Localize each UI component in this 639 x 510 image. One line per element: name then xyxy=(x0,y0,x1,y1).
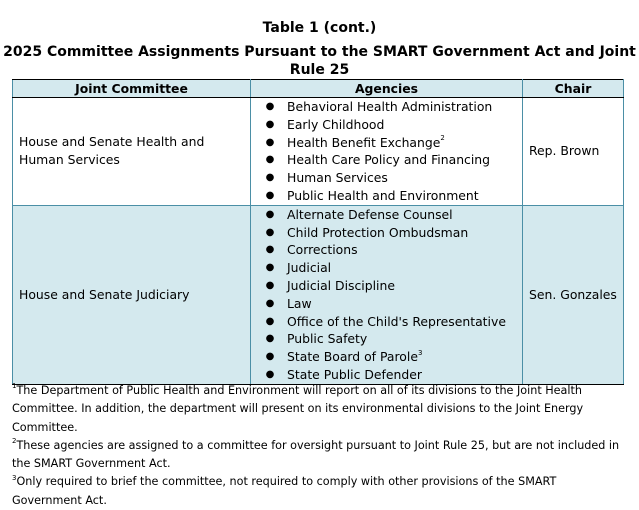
committee-cell: House and Senate Health and Human Services xyxy=(13,98,251,206)
agency-name: Law xyxy=(287,295,312,311)
agency-name: Alternate Defense Counsel xyxy=(287,206,453,222)
agency-item xyxy=(257,348,516,366)
bullet-icon: ● xyxy=(265,244,275,256)
agency-name: Health Care Policy and Financing xyxy=(287,152,491,168)
footnotes xyxy=(12,382,627,510)
agency-list xyxy=(257,206,516,384)
agency-item xyxy=(257,98,516,116)
agency-name: State Public Defender xyxy=(287,366,422,382)
bullet-icon: ● xyxy=(265,297,275,309)
header-joint-committee: Joint Committee xyxy=(13,80,251,98)
footnote-marker: 3 xyxy=(12,473,17,482)
table-caption: Table 1 (cont.) xyxy=(262,20,377,36)
table-row xyxy=(13,205,624,384)
agency-name: Early Childhood xyxy=(287,116,385,132)
agency-item xyxy=(257,277,516,295)
header-agencies: Agencies xyxy=(251,80,523,98)
bullet-icon: ● xyxy=(265,101,275,112)
bullet-icon: ● xyxy=(265,154,275,166)
bullet-icon: ● xyxy=(265,351,275,363)
footnote-text: Only required to brief the committee, not required to comply with other provisions of the SMART Government Act. xyxy=(12,475,557,507)
agency-name: Public Safety xyxy=(287,331,368,347)
bullet-icon: ● xyxy=(265,262,275,274)
agency-name: Behavioral Health Administration xyxy=(287,99,493,114)
bullet-icon: ● xyxy=(265,208,275,220)
agency-item xyxy=(257,259,516,277)
agency-item xyxy=(257,116,516,134)
agency-name: Human Services xyxy=(287,170,388,186)
footnote xyxy=(12,473,627,510)
bullet-icon: ● xyxy=(265,279,275,291)
agency-item xyxy=(257,313,516,331)
table-header-row xyxy=(13,80,624,98)
footnote-marker: 2 xyxy=(12,437,17,446)
agency-name: Judicial Discipline xyxy=(287,277,395,293)
agency-item xyxy=(257,206,516,224)
agency-name: Health Benefit Exchange xyxy=(287,134,441,150)
agency-item xyxy=(257,224,516,242)
table-row xyxy=(13,98,624,206)
footnote-text: The Department of Public Health and Environment will report on all of its divisions to the Joint Health Committee. In addition, the department will present on its environmental divisions to the Joint Energy Committee. xyxy=(12,384,584,434)
header-chair: Chair xyxy=(523,80,624,98)
footnote-marker: 3 xyxy=(417,349,423,358)
agency-item xyxy=(257,187,516,205)
agency-item xyxy=(257,241,516,259)
footnote xyxy=(12,437,627,474)
agency-name: Office of the Child's Representative xyxy=(287,313,506,329)
table-title: 2025 Committee Assignments Pursuant to the SMART Government Act and Joint Rule 25 xyxy=(3,44,636,78)
agencies-cell xyxy=(251,98,523,206)
agencies-cell xyxy=(251,205,523,384)
agency-list xyxy=(257,98,516,205)
agency-name: Child Protection Ombudsman xyxy=(287,224,469,240)
committee-assignments-table xyxy=(12,79,624,385)
agency-item xyxy=(257,169,516,187)
bullet-icon: ● xyxy=(265,368,275,380)
agency-name: Judicial xyxy=(287,260,332,276)
agency-name: State Board of Parole xyxy=(287,349,418,365)
bullet-icon: ● xyxy=(265,226,275,238)
agency-item xyxy=(257,151,516,169)
agency-name: Corrections xyxy=(287,242,358,258)
committee-cell: House and Senate Judiciary xyxy=(13,205,251,384)
agency-item xyxy=(257,330,516,348)
agency-item xyxy=(257,134,516,152)
chair-cell: Rep. Brown xyxy=(523,98,624,206)
bullet-icon: ● xyxy=(265,172,275,184)
agency-name: Public Health and Environment xyxy=(287,187,479,203)
bullet-icon: ● xyxy=(265,189,275,201)
bullet-icon: ● xyxy=(265,315,275,327)
footnote-marker: 2 xyxy=(440,134,445,143)
chair-cell: Sen. Gonzales xyxy=(523,205,624,384)
footnote xyxy=(12,382,627,437)
bullet-icon: ● xyxy=(265,333,275,345)
footnote-marker: 1 xyxy=(12,382,17,391)
agency-item xyxy=(257,295,516,313)
bullet-icon: ● xyxy=(265,118,275,130)
footnote-text: These agencies are assigned to a committee for oversight pursuant to Joint Rule 25, but are not included in the SMART Government Act. xyxy=(12,438,620,471)
bullet-icon: ● xyxy=(265,136,275,148)
